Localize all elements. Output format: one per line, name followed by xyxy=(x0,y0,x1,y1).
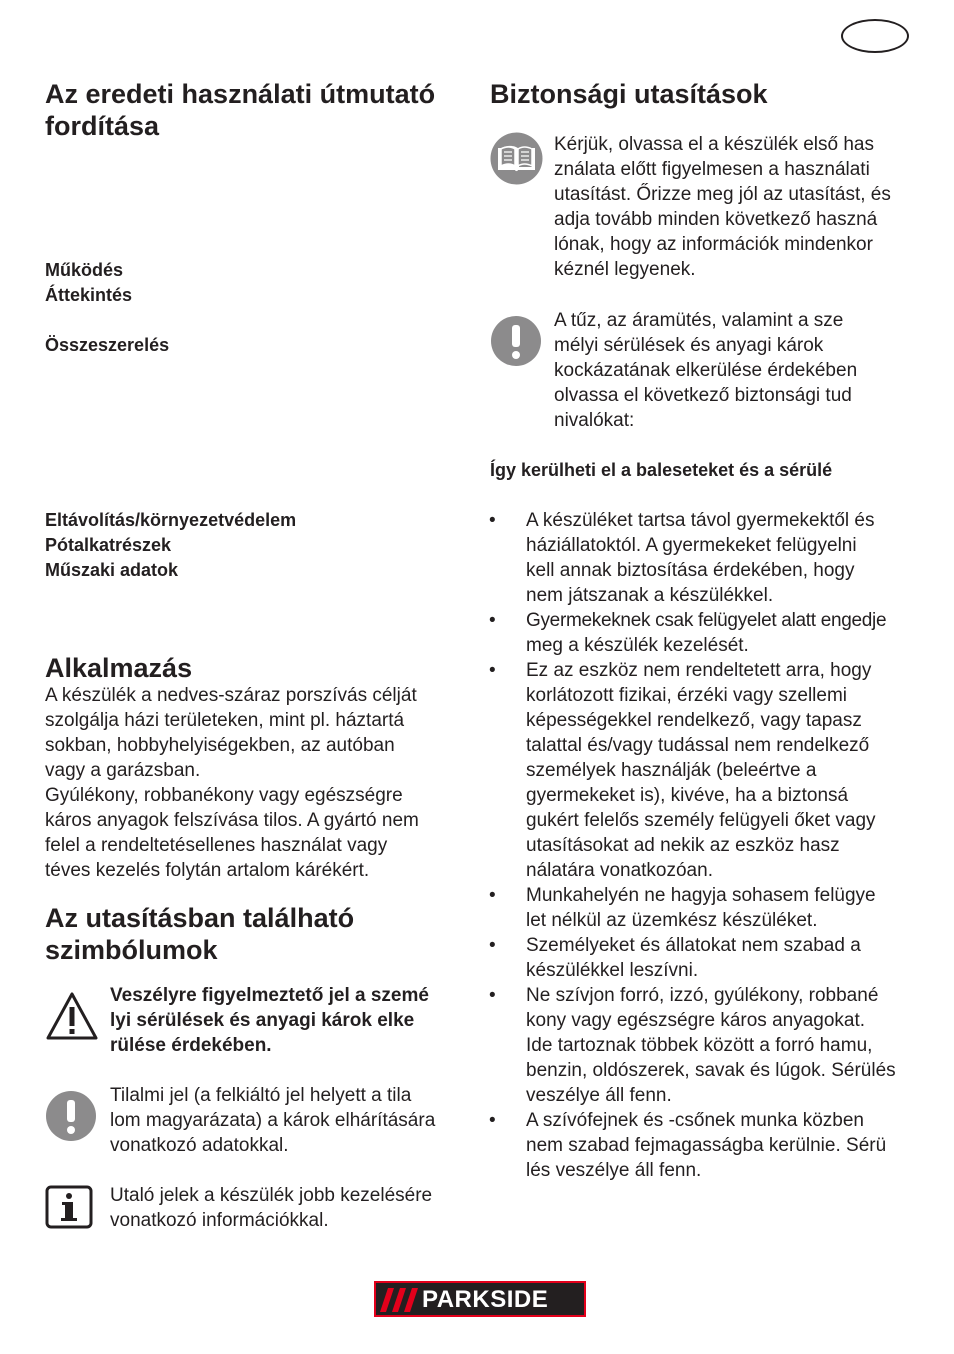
bullet: • xyxy=(489,1110,496,1131)
list-item xyxy=(489,1108,919,1183)
text-line: felel a rendeltetésellenes használat vagy xyxy=(45,835,388,856)
text-line: szolgálja házi területeken, mint pl. háztartá xyxy=(45,710,405,731)
text-line: sokban, hobbyhelyiségekben, az autóban xyxy=(45,735,395,756)
text-line: utasításokat ad nekik az eszköz hasz xyxy=(526,835,840,856)
text-line: nem szabad fejmagasságba kerülnie. Sérü xyxy=(526,1135,887,1156)
bullet: • xyxy=(489,610,496,631)
text-line: Veszélyre figyelmeztető jel a szemé xyxy=(110,985,429,1006)
text-line: kockázatának elkerülése érdekében xyxy=(554,360,858,381)
list-item xyxy=(489,883,919,933)
text-line: adja tovább minden következő haszná xyxy=(554,209,878,230)
toc-item: Pótalkatrészek xyxy=(45,535,172,555)
logo-stripes-icon xyxy=(380,1288,418,1312)
text-line: gyermekeket is), kivéve, ha a biztonsá xyxy=(526,785,849,806)
exclamation-circle-icon xyxy=(45,1090,97,1142)
text-line: Munkahelyén ne hagyja sohasem felügye xyxy=(526,885,876,906)
text-line: Személyeket és állatokat nem szabad a xyxy=(526,935,861,956)
text-line: A tűz, az áramütés, valamint a sze xyxy=(554,310,844,331)
prohibition-symbol-row xyxy=(45,1083,465,1163)
text-line: Kérjük, olvassa el a készülék első has xyxy=(554,134,874,155)
bullet: • xyxy=(489,885,496,906)
text-line: Ne szívjon forró, izzó, gyúlékony, robbané xyxy=(526,985,879,1006)
bullet: • xyxy=(489,510,496,531)
risk-warning-row xyxy=(490,308,920,438)
text-line: lyi sérülések és anyagi károk elke xyxy=(110,1010,415,1031)
usage-text xyxy=(45,683,465,883)
page-title: Az eredeti használati útmutató fordítása xyxy=(45,79,436,141)
warning-symbol-row xyxy=(45,983,465,1063)
text-line: kéznél legyenek. xyxy=(554,259,696,280)
text-line: Ide tartoznak többek között a forró hamu, xyxy=(526,1035,873,1056)
book-icon xyxy=(490,132,543,185)
read-manual-text xyxy=(554,132,891,282)
list-item xyxy=(489,933,919,983)
warning-triangle-icon xyxy=(45,991,99,1041)
text-line: Utaló jelek a készülék jobb kezelésére xyxy=(110,1185,433,1206)
text-line: Gyermekeknek csak felügyelet alatt engedje xyxy=(526,610,887,631)
toc-group-2 xyxy=(45,333,169,358)
usage-heading: Alkalmazás xyxy=(45,653,193,683)
list-item xyxy=(489,983,919,1108)
text-line: benzin, oldószerek, savak és lúgok. Sérülés xyxy=(526,1060,896,1081)
list-item xyxy=(489,508,919,608)
language-code-oval xyxy=(841,19,909,53)
toc-item: Áttekintés xyxy=(45,285,133,305)
text-line: nivalókat: xyxy=(554,410,635,431)
info-symbol-text xyxy=(110,1183,432,1233)
text-line: gukért felelős személy felügyeli őket vagy xyxy=(526,810,876,831)
text-line: kell annak biztosítása érdekében, hogy xyxy=(526,560,855,581)
safety-heading: Biztonsági utasítások xyxy=(490,79,768,109)
text-line: nem játszanak a készülékkel. xyxy=(526,585,774,606)
exclamation-circle-icon xyxy=(490,315,542,367)
heading-line: szimbólumok xyxy=(45,935,218,965)
text-line: rülése érdekében. xyxy=(110,1035,272,1056)
text-line: vagy a garázsban. xyxy=(45,760,201,781)
text-line: nálatára vonatkozóan. xyxy=(526,860,713,881)
toc-group-3 xyxy=(45,508,296,583)
text-line: veszélye áll fenn. xyxy=(526,1085,672,1106)
logo-wordmark: PARKSIDE xyxy=(422,1286,549,1313)
toc-item: Eltávolítás/környezetvédelem xyxy=(45,510,297,530)
info-symbol-row xyxy=(45,1183,465,1238)
toc-group-1 xyxy=(45,258,132,308)
text-line: Gyúlékony, robbanékony vagy egészségre xyxy=(45,785,403,806)
text-line: Tilalmi jel (a felkiáltó jel helyett a tila xyxy=(110,1085,412,1106)
text-line: kony vagy egészségre káros anyagokat. xyxy=(526,1010,866,1031)
text-line: téves kezelés folytán artalom kárékért. xyxy=(45,860,370,881)
text-line: lom magyarázata) a károk elhárítására xyxy=(110,1110,436,1131)
bullet: • xyxy=(489,660,496,681)
text-line: A készülék a nedves-száraz porszívás célját xyxy=(45,685,417,706)
text-line: mélyi sérülések és anyagi károk xyxy=(554,335,824,356)
list-item xyxy=(489,608,919,658)
text-line: meg a készülék kezelését. xyxy=(526,635,749,656)
warning-symbol-text xyxy=(110,983,429,1058)
read-manual-row xyxy=(490,132,920,287)
toc-item: Működés xyxy=(45,260,124,280)
text-line: lónak, hogy az információk mindenkor xyxy=(554,234,873,255)
bullet: • xyxy=(489,935,496,956)
accident-subheading: Így kerülheti el a baleseteket és a sérülé xyxy=(490,460,833,480)
text-line: A készüléket tartsa távol gyermekektől és xyxy=(526,510,875,531)
toc-item: Műszaki adatok xyxy=(45,560,179,580)
text-line: vonatkozó adatokkal. xyxy=(110,1135,289,1156)
symbols-heading xyxy=(45,902,354,966)
risk-warning-text xyxy=(554,308,857,433)
text-line: készülékkel leszívni. xyxy=(526,960,699,981)
text-line: háziállatoktól. A gyermekeket felügyelni xyxy=(526,535,857,556)
text-line: let nélkül az üzemkész készüléket. xyxy=(526,910,818,931)
text-line: képességekkel rendelkező, vagy tapasz xyxy=(526,710,862,731)
text-line: vonatkozó információkkal. xyxy=(110,1210,329,1231)
text-line: A szívófejnek és -csőnek munka közben xyxy=(526,1110,864,1131)
parkside-logo xyxy=(374,1281,586,1317)
text-line: talattal és/vagy tudással nem rendelkező xyxy=(526,735,870,756)
text-line: utasítást. Őrizze meg jól az utasítást, és xyxy=(554,184,891,205)
text-line: személyek használják (beleértve a xyxy=(526,760,817,781)
text-line: ználata előtt figyelmesen a használati xyxy=(554,159,870,180)
info-box-icon xyxy=(45,1185,93,1229)
list-item xyxy=(489,658,919,883)
text-line: káros anyagok felszívása tilos. A gyártó nem xyxy=(45,810,419,831)
bullet: • xyxy=(489,985,496,1006)
text-line: Ez az eszköz nem rendeltetett arra, hogy xyxy=(526,660,872,681)
text-line: korlátozott fizikai, érzéki vagy szellemi xyxy=(526,685,847,706)
text-line: olvassa el következő biztonsági tud xyxy=(554,385,852,406)
safety-list xyxy=(489,508,919,1183)
prohibition-symbol-text xyxy=(110,1083,435,1158)
text-line: lés veszélye áll fenn. xyxy=(526,1160,702,1181)
heading-line: Az utasításban található xyxy=(45,903,355,933)
toc-item: Összeszerelés xyxy=(45,335,170,355)
